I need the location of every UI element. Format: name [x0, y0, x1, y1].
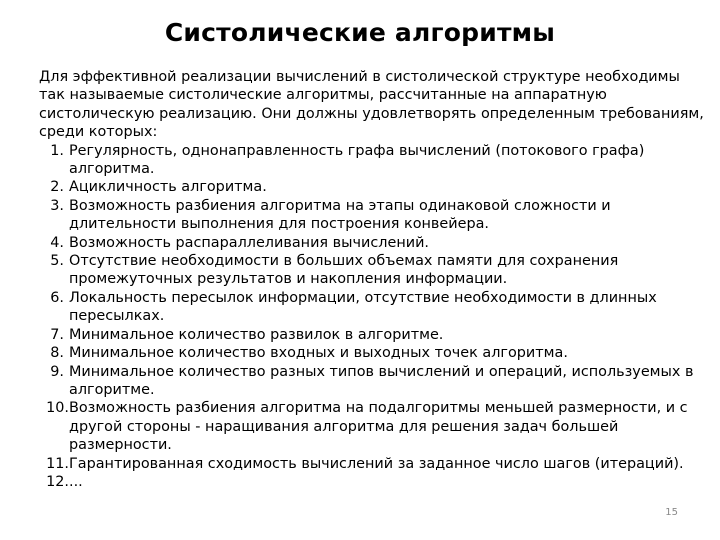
list-item-text: Возможность разбиения алгоритма на подалгоритмы меньшей размерности, и с другой стороны - наращивания алгоритма для решения задач большей размерности.	[69, 400, 688, 454]
list-item-text: Возможность разбиения алгоритма на этапы одинаковой сложности и длительности выполнения для построения конвейера.	[69, 197, 611, 233]
list-item-number: 4.	[50, 234, 64, 251]
list-item-text: Возможность распараллеливания вычислений.	[69, 234, 430, 251]
slide-body	[39, 68, 704, 491]
list-item	[39, 289, 704, 326]
list-item-text: Минимальное количество развилок в алгоритме.	[69, 326, 444, 343]
list-item-text: Отсутствие необходимости в больших объемах памяти для сохранения промежуточных результатов и накопления информации.	[69, 253, 619, 288]
list-item-text: Минимальное количество входных и выходных точек алгоритма.	[69, 345, 568, 362]
list-item	[39, 399, 704, 454]
list-item	[39, 455, 704, 473]
list-item-number: 10.	[46, 400, 69, 417]
list-item-text: Гарантированная сходимость вычислений за заданное число шагов (итераций).	[69, 455, 684, 472]
slide-title: Систолические алгоритмы	[164, 18, 556, 47]
list-item-number: 8.	[50, 345, 64, 362]
list-item	[39, 142, 704, 179]
list-item-text: Минимальное количество разных типов вычислений и операций, используемых в алгоритме.	[69, 363, 694, 398]
list-item-number: 11.	[46, 455, 69, 472]
list-item	[39, 363, 704, 400]
list-item-number: 3.	[50, 197, 64, 214]
intro-paragraph: Для эффективной реализации вычислений в систолической структуре необходимы так называемые систолические алгоритмы, рассчитанные на аппаратную систолическую реализацию. Они должны удовлетворять определенным требованиям, среди которых:	[39, 69, 704, 141]
list-item	[39, 473, 704, 491]
list-item-number: 9.	[50, 363, 64, 380]
list-item-number: 5.	[50, 253, 64, 270]
list-item-text: Локальность пересылок информации, отсутствие необходимости в длинных пересылках.	[69, 289, 657, 325]
list-item-text: Регулярность, однонаправленность графа вычислений (потокового графа) алгоритма.	[69, 142, 645, 178]
list-item-text: Ацикличность алгоритма.	[69, 179, 267, 196]
list-item-number: 7.	[50, 326, 64, 343]
list-item-number: 6.	[50, 289, 64, 306]
list-item	[39, 178, 704, 196]
list-item-text: ...	[69, 473, 83, 490]
page-number: 15	[665, 507, 678, 518]
list-item	[39, 326, 704, 344]
list-item-number: 1.	[50, 142, 64, 159]
requirements-list	[39, 142, 704, 492]
list-item	[39, 252, 704, 289]
list-item	[39, 197, 704, 234]
list-item-number: 12.	[46, 473, 69, 490]
list-item	[39, 234, 704, 252]
list-item	[39, 344, 704, 362]
list-item-number: 2.	[50, 179, 64, 196]
